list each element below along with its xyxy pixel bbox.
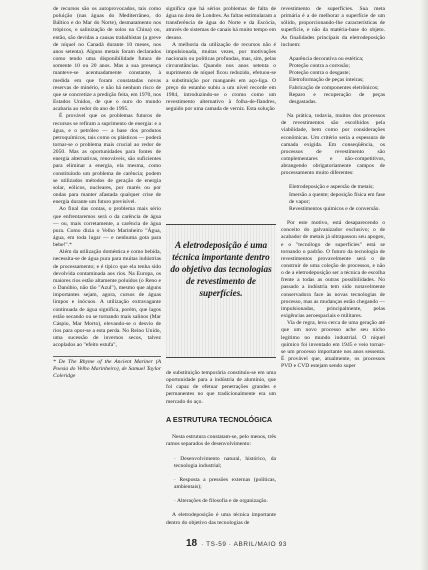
pull-quote: A eletrodeposição é uma técnica importante dentro do objetivo das tecnologias de revestimento de superfícies. xyxy=(170,240,272,298)
list-item: Fabricação de componentes eletrônicos; xyxy=(289,84,379,91)
text-column-1 xyxy=(53,6,161,380)
paragraph: de substituição temporária constituiu-se em uma oportunidade para a indústria de alumínio, que foi capaz de efetuar penetrações grandes e permanentes no que tradicionalmente era um mercado do aço. xyxy=(166,370,276,405)
list-item: Reparo e recuperação de peças desgastadas. xyxy=(289,91,385,105)
list-item: · Resposta a pressões externas (políticas, ambientais); xyxy=(174,476,276,491)
list-item: Proteção contra o desgaste; xyxy=(289,70,351,77)
paragraph: Nesta estrutura constatam-se, pelo menos, três ramos separados de desenvolvimento: xyxy=(166,434,276,448)
page-number: 18 xyxy=(186,538,198,549)
list-item: Proteção contra a corrosão; xyxy=(289,63,351,70)
list-item: · Alterações de filosofia e de organização. xyxy=(174,498,268,505)
paragraph: Além da utilização doméstica e como bebida, necessita-se de água pura para muitas indústrias de processamento; e é típico que ela tenha sido devolvida contaminada aos rios. Na Europa, os maiores rios estão altamente poluídos (o Reno e o Danúbio, não tão "Azul"), mesmo que alguns importantes sejam, agora, cursos de águas limpos e inócuos. A utilização extravagante continuada de água significa, porém, que lagos estão secando ou se tornando mais salinos (Mar Cáspio, Mar Morto), elevando-se o desvio de rios para opor-se a esta perda. No Reino Unido, uma sucessão de invernos secos, talvez acoplados ao "efeito estufa", xyxy=(53,249,161,349)
issue-info: · TS-59 · ABRIL/MAIO 93 xyxy=(201,541,287,548)
list-item: Aparência decorativa ou estética; xyxy=(289,55,364,62)
list-item: · Desenvolvimento natural, histórico, da tecnologia industrial; xyxy=(174,455,276,469)
page-footer xyxy=(186,538,286,549)
text-column-2-lower xyxy=(166,370,276,527)
list-item: Eletrodeposição e aspersão de metais; xyxy=(289,184,374,191)
paragraph: de recursos são os autoprovocados, tais como poluição (nas águas do Mediterrâneo, do Báltico e do Mar do Norte), desmatamento nos trópicos, o salinização de solos na China) ou, então, são devidas a causas trabalhistas (a greve de níquel no Canadá durante 10 meses, nos anos setenta). Alguns metais foram declarados como tendo uma disponibilidade futura de somente 10 ou 20 anos. Mas a sua presença manteve-se acentuadamente constante, à medida em que foram constatadas novas reservas de minério, e não há nenhum risco de que se concretize a predição feita, em 1970, nos Estados Unidos, de que o ouro do mundo acabaria ao redor do ano de 1995. xyxy=(53,6,161,113)
paragraph: A melhoria da utilização de recursos não é impulsionada, muitas vezes, por motivações nacionais ou políticas profundas, mas, sim, pelas circunstâncias. Quando nos anos setenta o suprimento de níquel ficou reduzido, efetuou-se a substituição por manganês em aço-liga. O preço do estanho subiu a um nível recorde em 1984, introduzindo-se o cromo como um revestimento alternativo à folha-de-flandres, seguido por uma camada de verniz. Esta solução xyxy=(166,41,276,113)
list-item: Imersão a quente; deposição física em fase de vapor; xyxy=(289,191,385,205)
section-heading: A ESTRUTURA TECNOLÓGICA xyxy=(166,414,273,424)
paragraph: É provável que os problemas futuros de recursos se refiram a suprimento de energia: e a água, e o petróleo — a base dos produtos petroquímicos, tais como os plásticos — poderá tornar-se o problema mais crucial ao redor de 2050. Mas as oportunidades para fontes de energia alternativas, renováveis, são suficientes para eliminar a energia, ela mesma, como constituindo um problema de carência; podem se utilizados métodos de geração de energia solar, eólicos, nucleares, por marés ou por ondas para manter afastada qualquer crise de energia durante um futuro previsível. xyxy=(53,113,161,206)
list-item: Eletroformação de peças inteiras; xyxy=(289,77,364,84)
paragraph: revestimento de superfícies. Sua meta primária é a de melhorar a superfície de um sólido, proporcionando-lhe características de superfície, e não da matéria-base do objeto. As finalidades principais da eletrodeposição incluem: xyxy=(281,6,385,48)
paragraph: significa que há sérios problemas de falta de água no área de Londres. As faltas estimularam a transferência de água do Norte e da Escócia, através de sistemas de canais há muito tempo em desuso. xyxy=(166,6,276,41)
list-item: Revestimentos químicos e de conversão. xyxy=(289,205,380,212)
paragraph: Ao final das contas, o problema mais sério que enfrentaremos será o da carência de água — ou, mais corretamente, a carência de água pura. Como dizia o Velho Marinheiro "Água, água, em toda lugar — e nenhuma gota para bebe!".* xyxy=(53,206,161,249)
paragraph: A eletrodeposição é uma técnica importante dentro do objetivo das tecnologias de xyxy=(166,512,276,526)
text-column-2 xyxy=(166,6,276,113)
footnote-text: * De The Rhyme of the Ancient Mariner (A Poesia do Velho Marinheiro), de Samuel Taylor Coleridge xyxy=(53,358,161,379)
paragraph: Na prática, todavia, muitos dos processos de revestimentos são escolhidos pela viabilidade, bem como por considerações econômicas. Um critério seria a espessura de camada exigida. Em conseqüência, os processos de revestimento são complementares e não-competitivos, abrangendo obrigatoriamente campos de processamento muito diferentes: xyxy=(281,113,385,177)
pull-quote-box xyxy=(166,224,276,358)
footnote xyxy=(53,356,161,380)
paragraph: Por este motivo, está desaparecendo o conceito do galvanizador exclusivo; o de acabador de metais já ultrapassou seu apogeu, e o "tecnólogo de superfícies" está se tornando o padrão. O futuro da tecnologia de revestimentos provavelmente será o de construir de uma coleção de processos, e não o de a eletrodeposição ser a técnica de escolha frente a todas as outras possibilidades. No passado a indústria tem sido notavelmente conservadora face às novas tecnologias de processo, mas as mudanças estão chegando — impulsionadas, principalmente, pelas exigências aeroespaciais e militares. xyxy=(281,220,385,320)
text-column-3 xyxy=(281,6,385,370)
page-edge-shadow xyxy=(420,0,428,570)
paragraph: Via de regra, leva cerca de uma geração até que um novo processo ache seu nicho legítimo no mundo industrial. O níquel químico foi inventado em 1945 e veio tornar-se um processo importante nos anos sessenta. É provável que, atualmente, os processos PVD e CVD estejam sendo super xyxy=(281,320,385,370)
